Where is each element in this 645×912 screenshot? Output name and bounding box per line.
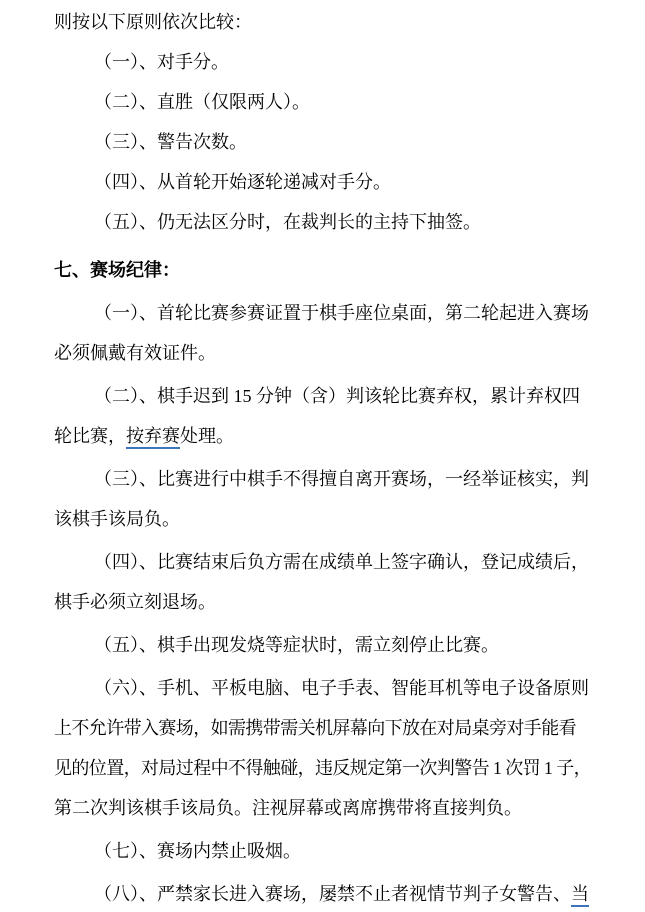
text-line: （四）、比赛结束后负方需在成绩单上签字确认，登记成绩后， [94,552,589,572]
text-line: （五）、棋手出现发烧等症状时，需立刻停止比赛。 [94,635,499,655]
text-line: 该棋手该局负。 [54,509,180,529]
text-line: 第二次判该棋手该局负。注视屏幕或离席携带将直接判负。 [54,798,522,818]
list-item-3: （三）、警告次数。 [94,132,247,152]
text-line: （二）、棋手迟到 15 分钟（含）判该轮比赛弃权，累计弃权四 [94,386,580,406]
section-heading: 七、赛场纪律： [54,260,180,280]
text-line: （一）、首轮比赛参赛证置于棋手座位桌面，第二轮起进入赛场 [94,303,589,323]
rule-paragraph-5 [54,625,594,665]
rule-paragraph-8 [54,874,594,912]
rule-paragraph-2 [54,376,594,456]
text-segment: 轮比赛， [54,426,126,446]
list-item-4: （四）、从首轮开始逐轮递减对手分。 [94,172,391,192]
text-line: 上不允许带入赛场，如需携带需关机屏幕向下放在对局桌旁对手能看 [54,718,576,738]
rule-paragraph-3 [54,459,594,539]
text-line: （七）、赛场内禁止吸烟。 [94,841,301,861]
list-item-1: （一）、对手分。 [94,52,229,72]
list-item-2: （二）、直胜（仅限两人）。 [94,92,310,112]
text-line: 棋手必须立刻退场。 [54,592,216,612]
list-item-5: （五）、仍无法区分时，在裁判长的主持下抽签。 [94,212,481,232]
text-segment: （八）、严禁家长进入赛场，屡禁不止者视情节判子女警告、 [94,884,571,904]
text-line: 见的位置，对局过程中不得触碰，违反规定第一次判警告 1 次罚 1 子， [54,758,591,778]
text-line [54,416,594,456]
text-line: （三）、比赛进行中棋手不得擅自离开赛场，一经举证核实，判 [94,469,589,489]
rule-paragraph-1 [54,293,594,373]
grammar-underlined-text: 当 [571,884,589,907]
grammar-underlined-text: 按弃赛 [126,426,180,449]
text-segment: 处理。 [180,426,234,446]
rule-paragraph-6 [54,668,594,828]
intro-line: 则按以下原则依次比较： [54,12,252,32]
rule-paragraph-4 [54,542,594,622]
rule-paragraph-7 [54,831,594,871]
text-line: 必须佩戴有效证件。 [54,343,216,363]
text-line: （六）、手机、平板电脑、电子手表、智能耳机等电子设备原则 [94,678,589,698]
text-line [54,874,594,912]
